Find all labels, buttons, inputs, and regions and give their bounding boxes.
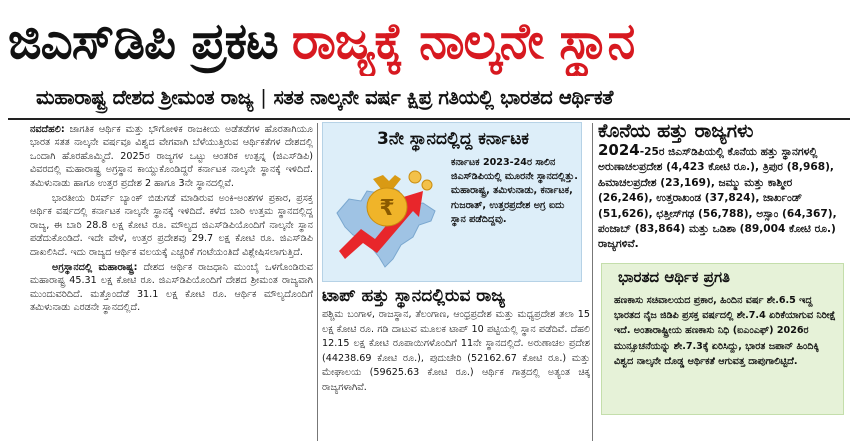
bottom10-year: 2024 xyxy=(598,143,640,159)
dateline: ನವದೆಹಲಿ: xyxy=(30,124,65,135)
article-paragraph-1 xyxy=(30,123,313,190)
bottom10-body xyxy=(598,143,848,263)
rupee-symbol: ₹ xyxy=(379,196,395,221)
karnataka-label: ಕರ್ನಾಟಕ xyxy=(451,157,480,168)
column-divider-2 xyxy=(592,123,593,441)
top10-text: ಪಶ್ಚಿಮ ಬಂಗಾಳ, ರಾಜಸ್ಥಾನ, ತೆಲಂಗಾಣ, ಆಂಧ್ರಪ್ರದೇಶ ಮತ್ತು ಮಧ್ಯಪ್ರದೇಶ ತಲಾ 15 ಲಕ್ಷ ಕೋಟಿ ರೂ. ಗಡಿ ದಾಟುವ ಮೂಲಕ ಟಾಪ್ 10 ಪಟ್ಟಿಯಲ್ಲಿ ಸ್ಥಾನ ಪಡೆದಿವೆ. ದೆಹಲಿ 12.15 ಲಕ್ಷ ಕೋಟಿ ರೂಪಾಯಿಗಳೊಂದಿಗೆ 11ನೇ ಸ್ಥಾನದಲ್ಲಿದೆ. ಅರುಣಾಚಲ ಪ್ರದೇಶ (44238.69 ಕೋಟಿ ರೂ.), ಪುದುಚೇರಿ (52162.67 ಕೋಟಿ ರೂ.) ಮತ್ತು ಮೇಘಾಲಯ (59625.63 ಕೋಟಿ ರೂ.) ಆರ್ಥಿಕ ಗಾತ್ರದಲ್ಲಿ ಅತ್ಯಂತ ಚಿಕ್ಕ ರಾಜ್ಯಗಳಾಗಿವೆ. xyxy=(322,309,590,393)
karnataka-infobox xyxy=(322,122,582,282)
india-map-growth-graphic xyxy=(327,155,451,279)
money-bag xyxy=(373,175,401,189)
coin xyxy=(409,171,421,183)
bottom10-text: -25ರ ಜಿಎಸ್‌ಡಿಪಿಯಲ್ಲಿ ಕೊನೆಯ ಹತ್ತು ಸ್ಥಾನಗಳಲ್ಲಿ ಅರುಣಾಚಲಪ್ರದೇಶ (4,423 ಕೋಟಿ ರೂ.), ತ್ರಿಪುರ (8,968), ಹಿಮಾಚಲಪ್ರದೇಶ (23,169), ಜಮ್ಮು ಮತ್ತು ಕಾಶ್ಮೀರ (26,246), ಉತ್ತರಾಖಂಡ (37,824), ಜಾರ್ಖಂಡ್ (51,626), ಛತ್ತೀಸ್‌ಗಢ (56,788), ಅಸ್ಸಾಂ (64,367), ಪಂಜಾಬ್ (83,864) ಮತ್ತು ಒಡಿಶಾ (89,004 ಕೋಟಿ ರೂ.) ರಾಜ್ಯಗಳಿವೆ. xyxy=(598,146,837,251)
article-text-1: ಜಾಗತಿಕ ಆರ್ಥಿಕ ಮತ್ತು ಭೌಗೋಳಿಕ ರಾಜಕೀಯ ಅಡೆತಡೆಗಳ ಹೊರತಾಗಿಯೂ ಭಾರತ ಸತತ ನಾಲ್ಕನೇ ವರ್ಷವೂ ವಿಶ್ವದ ವೇಗವಾಗಿ ಬೆಳೆಯುತ್ತಿರುವ ಆರ್ಥಿಕತೆಗಳ ದೇಶದಲ್ಲಿ ಒಂದಾಗಿ ಹೊರಹೊಮ್ಮಿದೆ. 2025ರ ರಾಜ್ಯಗಳ ಒಟ್ಟು ಆಂತರಿಕ ಉತ್ಪನ್ನ (ಜಿಎಸ್‌ಡಿಪಿ) ವಿವರದಲ್ಲಿ ಮಹಾರಾಷ್ಟ್ರ ಅಗ್ರಸ್ಥಾನ ಕಾಯ್ದುಕೊಂಡಿದ್ದರೆ ಕರ್ನಾಟಕ ನಾಲ್ಕನೇ ಸ್ಥಾನಕ್ಕೆ ಇಳಿದಿದೆ. ತಮಿಳುನಾಡು ಹಾಗೂ ಉತ್ತರ ಪ್ರದೇಶ 2 ಹಾಗೂ 3ನೇ ಸ್ಥಾನದಲ್ಲಿವೆ. xyxy=(30,124,313,189)
article-paragraph-3 xyxy=(30,261,313,315)
article-paragraph-2 xyxy=(30,192,313,259)
headline xyxy=(8,6,850,76)
karnataka-detail: 2023-24ರ ಸಾಲಿನ ಜಿಎಸ್‌ಡಿಪಿಯಲ್ಲಿ ಮೂರನೇ ಸ್ಥಾನದಲ್ಲಿತ್ತು. ಮಹಾರಾಷ್ಟ್ರ, ತಮಿಳುನಾಡು, ಕರ್ನಾಟಕ, ಗುಜರಾತ್, ಉತ್ತರಪ್ರದೇಶ ಅಗ್ರ ಐದು ಸ್ಥಾನ ಪಡೆದಿದ್ದವು. xyxy=(451,157,578,225)
economic-progress-text: ಹಣಕಾಸು ಸಚಿವಾಲಯದ ಪ್ರಕಾರ, ಹಿಂದಿನ ವರ್ಷ ಶೇ.6.5 ಇದ್ದ ಭಾರತದ ನೈಜ ಜಿಡಿಪಿ ಪ್ರಸಕ್ತ ವರ್ಷದಲ್ಲಿ ಶೇ.7.4 ಏರಿಕೆಯಾಗುವ ನಿರೀಕ್ಷೆ ಇದೆ. ಅಂತಾರಾಷ್ಟ್ರೀಯ ಹಣಕಾಸು ನಿಧಿ (ಐಎಂಎಫ್) 2026ರ ಮುನ್ಸೂಚನೆಯನ್ನು ಶೇ.7.3ಕ್ಕೆ ಏರಿಸಿದ್ದು, ಭಾರತ ಜಪಾನ್ ಹಿಂದಿಕ್ಕಿ ವಿಶ್ವದ ನಾಲ್ಕನೇ ದೊಡ್ಡ ಆರ್ಥಿಕತೆ ಆಗುವತ್ತ ದಾಪುಗಾಲಿಟ್ಟಿದೆ. xyxy=(614,295,836,367)
economic-progress-box xyxy=(601,263,844,415)
headline-part-2: ರಾಜ್ಯಕ್ಕೆ ನಾಲ್ಕನೇ ಸ್ಥಾನ xyxy=(291,12,635,70)
main-article xyxy=(30,123,313,441)
coin xyxy=(422,180,432,190)
bottom10-heading: ಕೊನೆಯ ಹತ್ತು ರಾಜ್ಯಗಳು xyxy=(598,120,754,142)
subheadline-part-1: ಮಹಾರಾಷ್ಟ್ರ ದೇಶದ ಶ್ರೀಮಂತ ರಾಜ್ಯ xyxy=(36,86,254,110)
economic-progress-title: ಭಾರತದ ಆರ್ಥಿಕ ಪ್ರಗತಿ xyxy=(618,268,731,286)
top10-heading: ಟಾಪ್ ಹತ್ತು ಸ್ಥಾನದಲ್ಲಿರುವ ರಾಜ್ಯ xyxy=(322,286,506,306)
karnataka-infobox-title: 3ನೇ ಸ್ಥಾನದಲ್ಲಿದ್ದ ಕರ್ನಾಟಕ xyxy=(377,129,529,149)
subheadline-part-2: ಸತತ ನಾಲ್ಕನೇ ವರ್ಷ ಕ್ಷಿಪ್ರ ಗತಿಯಲ್ಲಿ ಭಾರತದ ಆರ್ಥಿಕತೆ xyxy=(273,86,614,110)
article-text-3: ದೇಶದ ಆರ್ಥಿಕ ರಾಜಧಾನಿ ಮುಂಬೈ ಒಳಗೊಂಡಿರುವ ಮಹಾರಾಷ್ಟ್ರ 45.31 ಲಕ್ಷ ಕೋಟಿ ರೂ. ಜಿಎಸ್‌ಡಿಪಿಯೊಂದಿಗೆ ದೇಶದ ಶ್ರೀಮಂತ ರಾಜ್ಯವಾಗಿ ಮುಂದುವರಿದಿದೆ. ಮತ್ತೊಂದೆಡೆ 31.1 ಲಕ್ಷ ಕೋಟಿ ರೂ. ಆರ್ಥಿಕ ಮೌಲ್ಯದೊಂದಿಗೆ ತಮಿಳುನಾಡು ಎರಡನೇ ಸ್ಥಾನದಲ್ಲಿದೆ. xyxy=(30,262,313,314)
karnataka-infobox-text xyxy=(451,156,579,227)
headline-part-1: ಜಿಎಸ್‌ಡಿಪಿ ಪ್ರಕಟ xyxy=(8,12,278,70)
article-text-2: ಭಾರತೀಯ ರಿಸರ್ವ್ ಬ್ಯಾಂಕ್ ಬಿಡುಗಡೆ ಮಾಡಿರುವ ಅಂಕಿ-ಅಂಶಗಳ ಪ್ರಕಾರ, ಪ್ರಸಕ್ತ ಆರ್ಥಿಕ ವರ್ಷದಲ್ಲಿ ಕರ್ನಾಟಕ ನಾಲ್ಕನೇ ಸ್ಥಾನಕ್ಕೆ ಇಳಿದಿದೆ. ಕಳೆದ ಬಾರಿ ಉತ್ತಮ ಸ್ಥಾನದಲ್ಲಿದ್ದ ರಾಜ್ಯ, ಈ ಬಾರಿ 28.8 ಲಕ್ಷ ಕೋಟಿ ರೂ. ಮೌಲ್ಯದ ಜಿಎಸ್‌ಡಿಪಿಯೊಂದಿಗೆ ನಾಲ್ಕನೇ ಸ್ಥಾನ ಪಡೆದುಕೊಂಡಿದೆ. ಇದೇ ವೇಳೆ, ಉತ್ತರ ಪ್ರದೇಶವು 29.7 ಲಕ್ಷ ಕೋಟಿ ರೂ. ಜಿಎಸ್‌ಡಿಪಿ ದಾಖಲಿಸಿದೆ. ಇದು ರಾಜ್ಯದ ಆರ್ಥಿಕ ವಲಯಕ್ಕೆ ಎಚ್ಚರಿಕೆ ಗಂಟೆಯಂತಿದೆ ವಿಶ್ಲೇಷಿಸಲಾಗುತ್ತಿದೆ. xyxy=(30,193,313,258)
subheading-maharashtra: ಅಗ್ರಸ್ಥಾನದಲ್ಲಿ ಮಹಾರಾಷ್ಟ್ರ: xyxy=(52,262,138,274)
subheadline-separator: | xyxy=(260,86,267,110)
column-divider-1 xyxy=(317,123,318,441)
subheadline xyxy=(36,82,850,114)
